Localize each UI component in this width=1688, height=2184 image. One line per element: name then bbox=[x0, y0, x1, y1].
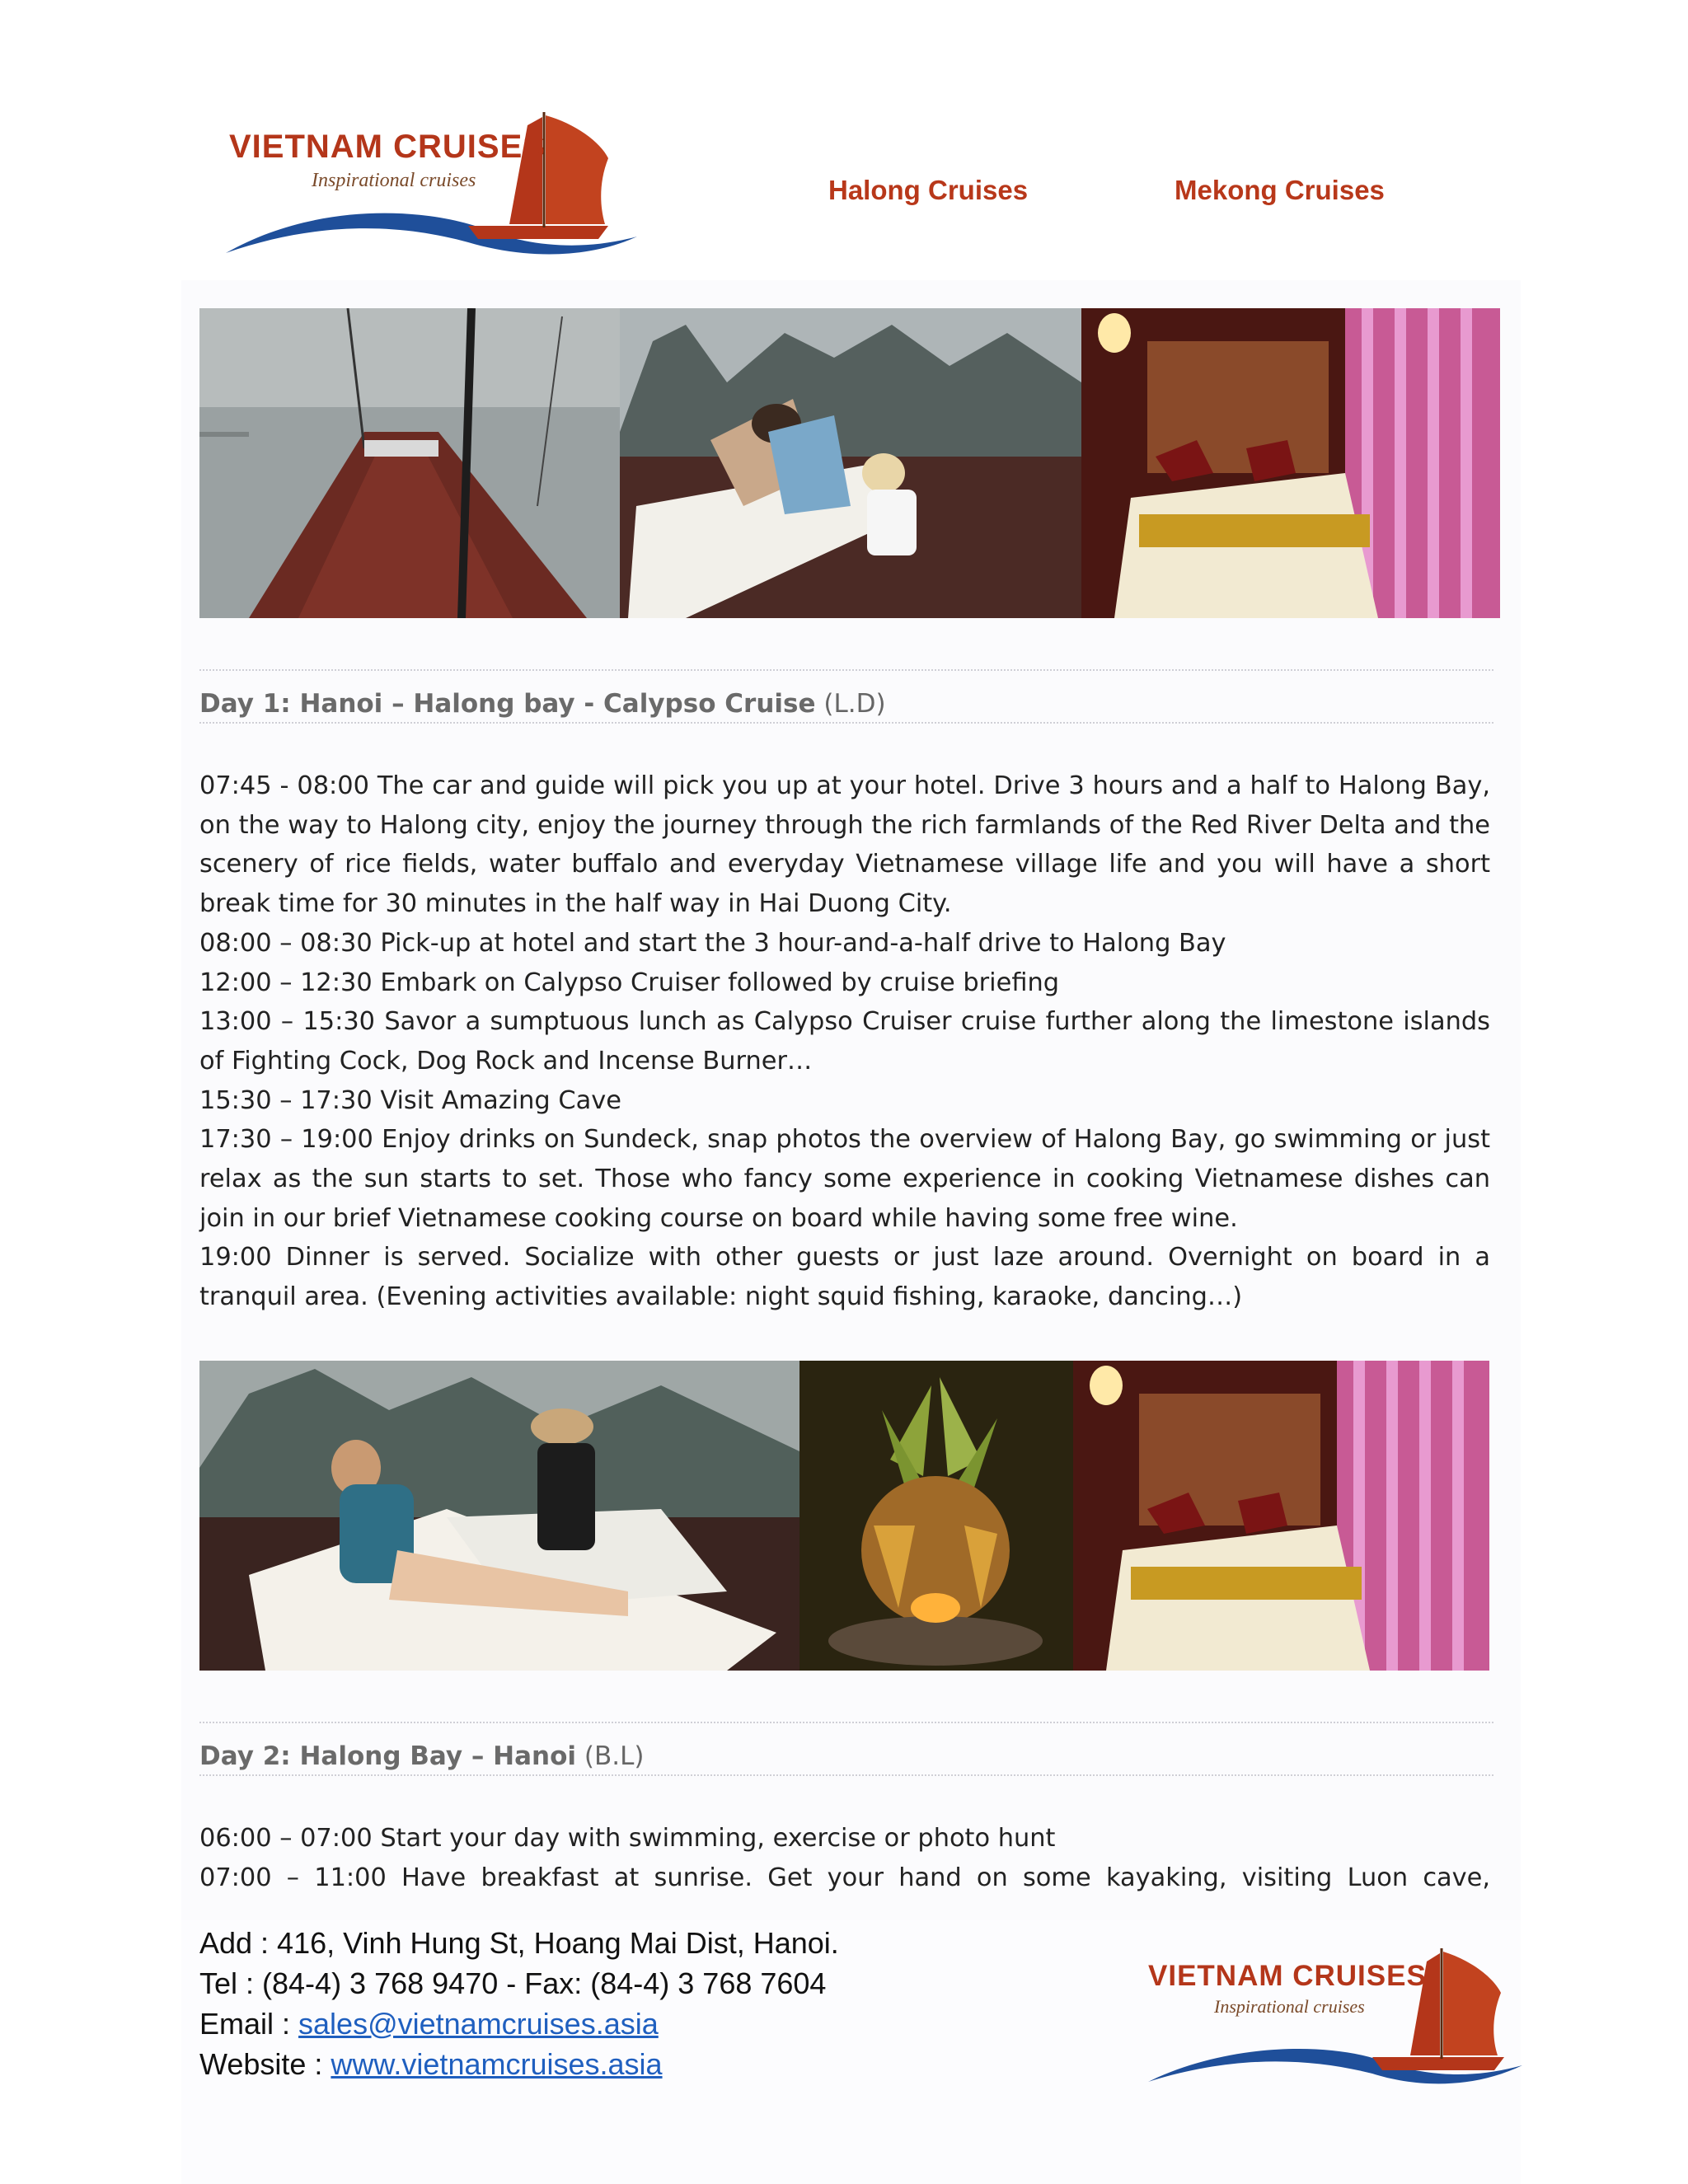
itinerary-paragraph: 17:30 – 19:00 Enjoy drinks on Sundeck, snap photos the overview of Halong Bay, go swimming or just relax as the sun starts to set. Those who fancy some experience in cooking Vietnamese dishes can join in our brief Vietnamese cooking course on board while having some free wine. bbox=[199, 1125, 1490, 1233]
nav-halong-cruises[interactable]: Halong Cruises bbox=[828, 175, 1029, 205]
contact-address: Add : 416, Vinh Hung St, Hoang Mai Dist, Hanoi. bbox=[199, 1926, 839, 1960]
contact-email-label: Email : bbox=[199, 2007, 299, 2041]
day1-meals: (L.D) bbox=[823, 689, 886, 719]
nav-mekong-cruises[interactable]: Mekong Cruises bbox=[1175, 175, 1385, 205]
itinerary-paragraph: 07:00 – 11:00 Have breakfast at sunrise. Get your hand on some kayaking, visiting Luon cave, bbox=[199, 1863, 1490, 1892]
pineapple-dish-photo bbox=[799, 1361, 1073, 1671]
day2-title: Day 2: Halong Bay – Hanoi bbox=[199, 1741, 577, 1771]
itinerary-paragraph: 07:45 - 08:00 The car and guide will pick you up at your hotel. Drive 3 hours and a half to Halong Bay, on the way to Halong city, enjoy the journey through the rich farmlands of the Red River Delta and the scenery of rice fields, water buffalo and everyday Vietnamese village life and you will have a short break time for 30 minutes in the half way in Hai Duong City. bbox=[199, 771, 1490, 919]
contact-email-link[interactable]: sales@vietnamcruises.asia bbox=[298, 2007, 659, 2041]
itinerary-paragraph: 15:30 – 17:30 Visit Amazing Cave bbox=[199, 1085, 621, 1115]
itinerary-paragraph: 13:00 – 15:30 Savor a sumptuous lunch as Calypso Cruiser cruise further along the limestone islands of Fighting Cock, Dog Rock and Incense Burner… bbox=[199, 1007, 1490, 1076]
photo-banner-1 bbox=[199, 308, 1500, 618]
itinerary-paragraph: 08:00 – 08:30 Pick-up at hotel and start the 3 hour-and-a-half drive to Halong Bay bbox=[199, 928, 1226, 958]
day2-itinerary bbox=[199, 1819, 1490, 1897]
divider bbox=[199, 722, 1493, 724]
contact-email-row bbox=[199, 2004, 839, 2044]
itinerary-paragraph: 19:00 Dinner is served. Socialize with other guests or just laze around. Overnight on board in a tranquil area. (Evening activities available: night squid fishing, karaoke, dancing…) bbox=[199, 1243, 1490, 1312]
boat-deck-photo bbox=[199, 308, 620, 618]
day1-title: Day 1: Hanoi – Halong bay - Calypso Cruise bbox=[199, 689, 816, 719]
divider bbox=[199, 1774, 1493, 1776]
day1-heading bbox=[199, 689, 886, 719]
cabin-bed-photo-2 bbox=[1073, 1361, 1489, 1671]
sundeck-reading-photo bbox=[620, 308, 1081, 618]
itinerary-paragraph: 06:00 – 07:00 Start your day with swimming, exercise or photo hunt bbox=[199, 1824, 1056, 1853]
divider bbox=[199, 1722, 1493, 1723]
sunbathing-photo bbox=[199, 1361, 799, 1671]
logo-tagline: Inspirational cruises bbox=[312, 170, 476, 191]
contact-phone: Tel : (84-4) 3 768 9470 - Fax: (84-4) 3 768 7604 bbox=[199, 1966, 827, 2000]
header-logo[interactable] bbox=[221, 109, 641, 257]
logo-title: VIETNAM CRUISES bbox=[229, 129, 546, 165]
cabin-bed-photo-1 bbox=[1081, 308, 1500, 618]
contact-website-label: Website : bbox=[199, 2047, 331, 2081]
day1-itinerary bbox=[199, 766, 1490, 1317]
day2-meals: (B.L) bbox=[584, 1741, 645, 1771]
contact-website-row bbox=[199, 2044, 839, 2084]
logo-title: VIETNAM CRUISES bbox=[1148, 1960, 1427, 1992]
divider bbox=[199, 669, 1493, 671]
photo-banner-2 bbox=[199, 1361, 1489, 1671]
footer-logo[interactable] bbox=[1142, 1942, 1529, 2090]
itinerary-paragraph: 12:00 – 12:30 Embark on Calypso Cruiser followed by cruise briefing bbox=[199, 968, 1060, 997]
day2-heading bbox=[199, 1741, 645, 1771]
contact-block bbox=[199, 1923, 839, 2084]
contact-website-link[interactable]: www.vietnamcruises.asia bbox=[331, 2047, 663, 2081]
logo-tagline: Inspirational cruises bbox=[1214, 1996, 1365, 2017]
